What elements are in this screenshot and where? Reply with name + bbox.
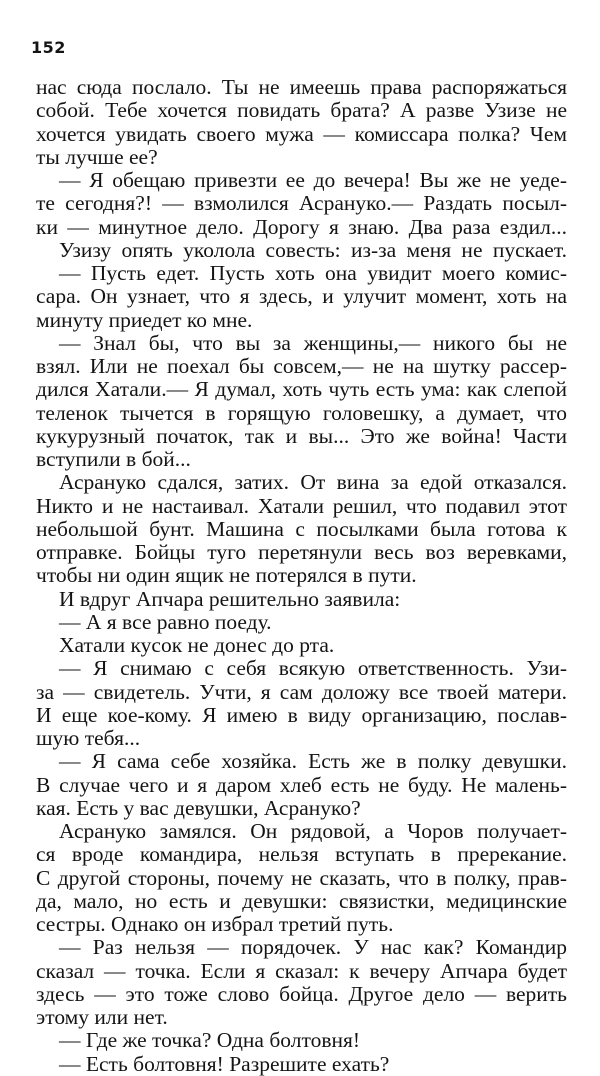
text-line: сара. Он узнает, что я здесь, и улучит момент, хоть на [36, 284, 567, 309]
text-line: да, мало, но есть и девушки: связистки, медицинские [36, 888, 567, 913]
text-line: ся вроде командира, нельзя вступать в пререкание. [36, 842, 567, 867]
text-line: Асрануко сдался, затих. От вина за едой отказался. [59, 470, 567, 495]
text-line: — Знал бы, что вы за женщины,— никого бы не [59, 330, 567, 355]
text-line: небольшой бунт. Машина с посылками была готова к [36, 516, 567, 541]
text-line: — Есть болтовня! Разрешите ехать? [59, 1051, 390, 1076]
text-line: хочется увидать своего мужа — комиссара полка? Чем [36, 121, 567, 146]
text-line: шую тебя... [36, 726, 141, 750]
text-line: взял. Или не поехал бы совсем,— не на шутку рассер- [36, 354, 567, 378]
text-line: чтобы ни один ящик не потерялся в пути. [36, 563, 417, 588]
text-line: С другой стороны, почему не сказать, что в полку, прав- [36, 865, 567, 890]
text-line: отправке. Бойцы туго перетянули весь воз веревками, [36, 540, 567, 564]
text-line: Никто и не настаивал. Хатали решил, что подавил этот [36, 493, 567, 518]
text-line: теленок тычется в горящую головешку, а думает, что [36, 400, 567, 425]
text-line: — Я сама себе хозяйка. Есть же в полку девушки. [59, 749, 567, 774]
text-line: — Пусть едет. Пусть хоть она увидит моего комис- [59, 261, 567, 285]
text-line: — А я все равно поеду. [59, 609, 272, 634]
text-line: Асрануко замялся. Он рядовой, а Чоров получает- [59, 819, 567, 843]
text-line: ты лучше ее? [36, 144, 158, 169]
text-line: кая. Есть у вас девушки, Асрануко? [36, 795, 361, 820]
text-line: те сегодня?! — взмолился Асрануко.— Раздать посыл- [36, 191, 567, 216]
text-line: — Где же точка? Одна болтовня! [59, 1028, 361, 1053]
text-line: сказал — точка. Если я сказал: к вечеру Апчара будет [36, 958, 567, 983]
text-line: — Я снимаю с себя всякую ответственность. Узи- [59, 656, 567, 681]
text-line: И вдруг Апчара решительно заявила: [59, 586, 401, 611]
text-line: нас сюда послало. Ты не имеешь права распоряжаться [36, 75, 567, 99]
body-text [36, 76, 567, 1076]
text-line: ки — минутное дело. Дорогу я знаю. Два раза ездил... [36, 214, 567, 239]
text-line: за — свидетель. Учти, я сам доложу все твоей матери. [36, 679, 567, 704]
text-line: минуту приедет ко мне. [36, 307, 253, 332]
text-line: кукурузный початок, так и вы... Это же война! Части [36, 423, 567, 448]
text-line: Хатали кусок не донес до рта. [59, 633, 335, 657]
page-number: 152 [31, 38, 66, 57]
text-line: этому или нет. [36, 1005, 168, 1029]
text-line: Узизу опять уколола совесть: из-за меня не пускает. [59, 237, 567, 262]
text-line: — Раз нельзя — порядочек. У нас как? Командир [59, 935, 567, 960]
text-line: дился Хатали.— Я думал, хоть чуть есть ума: как слепой [36, 377, 567, 402]
text-line: — Я обещаю привезти ее до вечера! Вы же не уеде- [59, 168, 567, 192]
text-line: В случае чего и я даром хлеб есть не буду. Не малень- [36, 772, 567, 797]
text-line: сестры. Однако он избрал третий путь. [36, 912, 394, 936]
text-line: здесь — это тоже слово бойца. Другое дело — верить [36, 981, 567, 1006]
text-line: собой. Тебе хочется повидать брата? А разве Узизе не [36, 98, 567, 123]
text-line: И еще кое-кому. Я имею в виду организацию, послав- [36, 702, 567, 727]
text-line: вступили в бой... [36, 447, 191, 471]
